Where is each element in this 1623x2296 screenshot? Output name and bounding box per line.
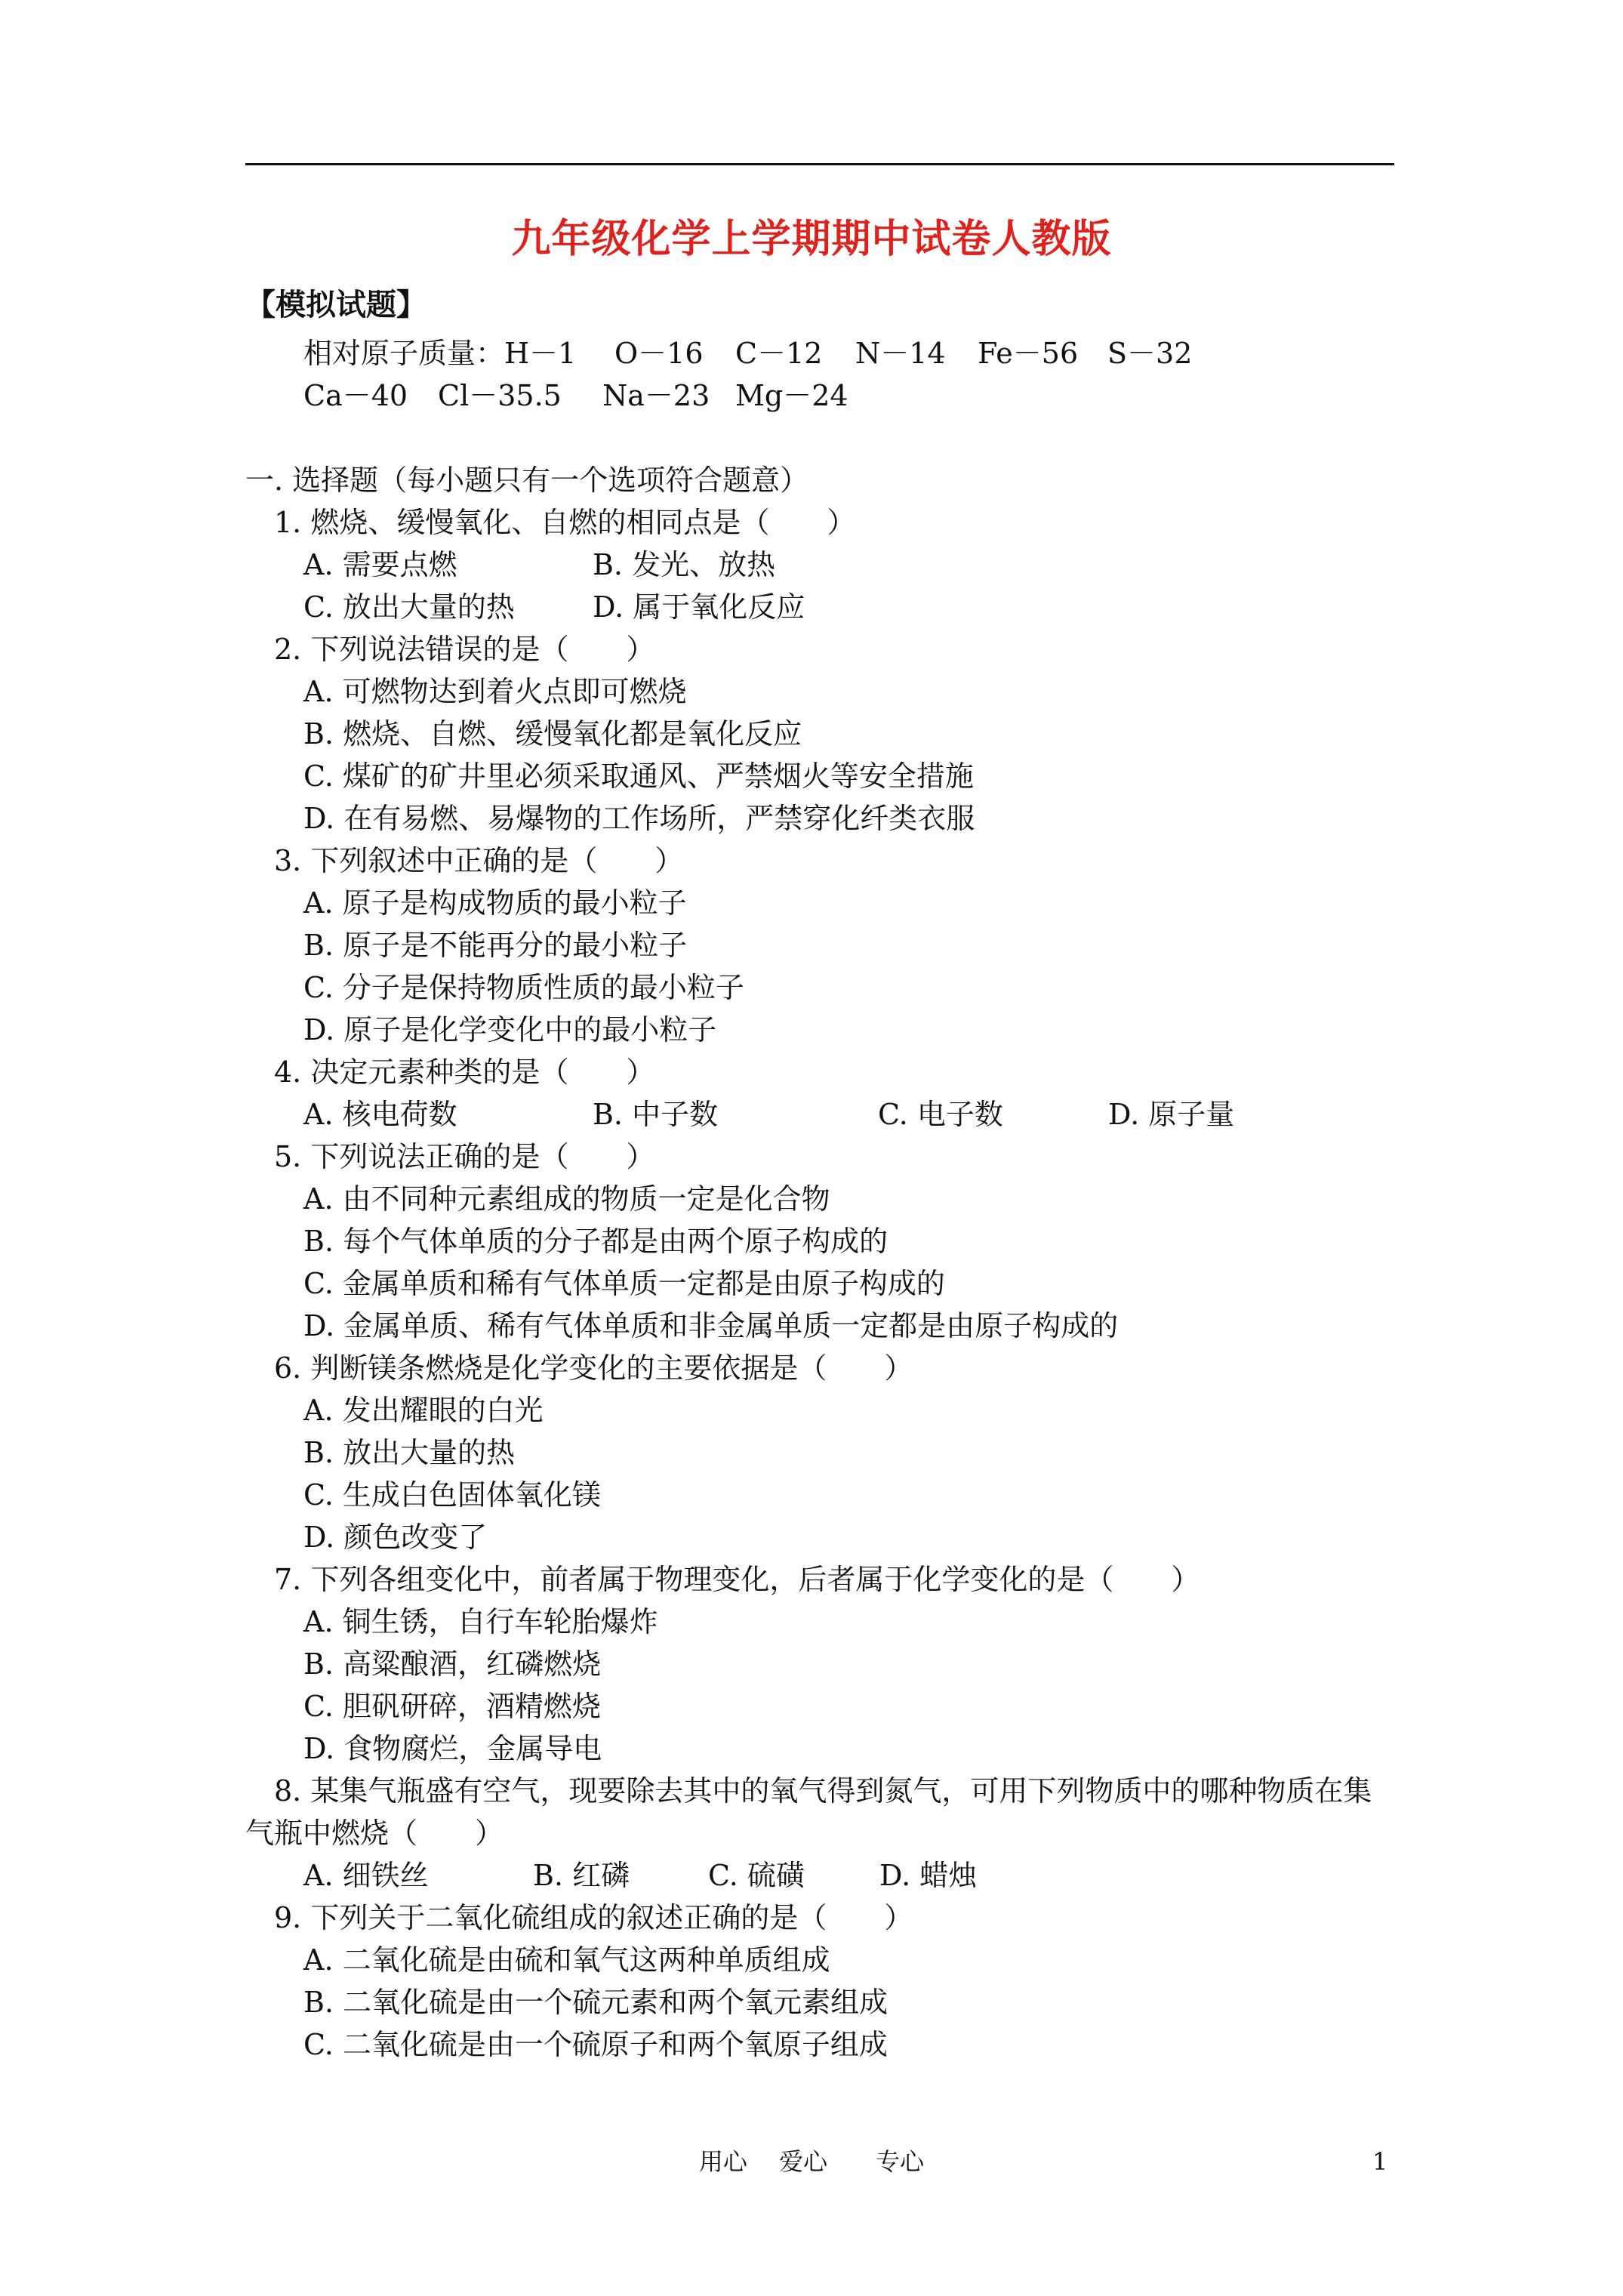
option: B. 原子是不能再分的最小粒子 bbox=[303, 929, 688, 962]
option: C. 放出大量的热 bbox=[303, 590, 515, 624]
option: B. 高粱酿酒，红磷燃烧 bbox=[303, 1647, 602, 1681]
option: B. 放出大量的热 bbox=[303, 1436, 516, 1469]
option: C. 二氧化硫是由一个硫原子和两个氧原子组成 bbox=[303, 2028, 888, 2061]
option: D. 原子量 bbox=[1108, 1098, 1235, 1131]
option: B. 红磷 bbox=[533, 1859, 630, 1892]
atomic-mass-row-1 bbox=[0, 332, 1623, 374]
option: D. 金属单质、稀有气体单质和非金属单质一定都是由原子构成的 bbox=[303, 1309, 1119, 1342]
option: B. 每个气体单质的分子都是由两个原子构成的 bbox=[303, 1225, 888, 1258]
option: D. 食物腐烂，金属导电 bbox=[303, 1732, 602, 1765]
atomic-mass-item: C－12 bbox=[735, 337, 823, 370]
section-label: 【模拟试题】 bbox=[245, 287, 427, 322]
option: B. 燃烧、自燃、缓慢氧化都是氧化反应 bbox=[303, 717, 802, 750]
question-stem-continued: 气瓶中燃烧（ ） bbox=[245, 1817, 504, 1850]
option: D. 蜡烛 bbox=[879, 1859, 978, 1892]
question-stem: 8. 某集气瓶盛有空气，现要除去其中的氧气得到氮气，可用下列物质中的哪种物质在集 bbox=[274, 1774, 1372, 1808]
option-row bbox=[0, 586, 1623, 628]
option: C. 分子是保持物质性质的最小粒子 bbox=[303, 971, 744, 1004]
atomic-mass-item: O－16 bbox=[614, 337, 704, 370]
atomic-mass-item: S－32 bbox=[1107, 337, 1193, 370]
option: A. 发出耀眼的白光 bbox=[303, 1394, 544, 1427]
option: A. 核电荷数 bbox=[303, 1098, 457, 1131]
page-number: 1 bbox=[1372, 2147, 1388, 2176]
header-rule bbox=[245, 163, 1394, 165]
option: D. 颜色改变了 bbox=[303, 1521, 488, 1554]
question-stem: 1. 燃烧、缓慢氧化、自燃的相同点是（ ） bbox=[274, 506, 856, 539]
atomic-mass-label: 相对原子质量： bbox=[303, 337, 505, 370]
question-stem: 6. 判断镁条燃烧是化学变化的主要依据是（ ） bbox=[274, 1351, 913, 1385]
option: D. 在有易燃、易爆物的工作场所，严禁穿化纤类衣服 bbox=[303, 802, 975, 835]
question-stem: 5. 下列说法正确的是（ ） bbox=[274, 1140, 655, 1173]
option: A. 需要点燃 bbox=[303, 548, 457, 581]
atomic-mass-item: H－1 bbox=[504, 337, 577, 370]
atomic-mass-item: Fe－56 bbox=[978, 337, 1079, 370]
option: C. 生成白色固体氧化镁 bbox=[303, 1478, 601, 1512]
atomic-mass-item: Mg－24 bbox=[735, 379, 848, 412]
option: A. 可燃物达到着火点即可燃烧 bbox=[303, 675, 687, 708]
option: A. 二氧化硫是由硫和氧气这两种单质组成 bbox=[303, 1943, 830, 1977]
option: D. 原子是化学变化中的最小粒子 bbox=[303, 1013, 717, 1046]
option: C. 硫磺 bbox=[708, 1859, 805, 1892]
option: C. 胆矾研碎，酒精燃烧 bbox=[303, 1690, 601, 1723]
option: A. 细铁丝 bbox=[303, 1859, 429, 1892]
question-stem: 4. 决定元素种类的是（ ） bbox=[274, 1056, 655, 1089]
option: A. 原子是构成物质的最小粒子 bbox=[303, 886, 687, 920]
option: A. 铜生锈，自行车轮胎爆炸 bbox=[303, 1605, 658, 1638]
question-stem: 7. 下列各组变化中，前者属于物理变化，后者属于化学变化的是（ ） bbox=[274, 1563, 1200, 1596]
atomic-mass-item: Na－23 bbox=[602, 379, 710, 412]
part-heading: 一. 选择题（每小题只有一个选项符合题意） bbox=[245, 464, 809, 497]
option: C. 金属单质和稀有气体单质一定都是由原子构成的 bbox=[303, 1267, 945, 1300]
page-footer: 用心 爱心 专心 bbox=[698, 2147, 925, 2176]
option-row bbox=[0, 544, 1623, 586]
atomic-mass-item: Cl－35.5 bbox=[438, 379, 562, 412]
question-stem: 2. 下列说法错误的是（ ） bbox=[274, 633, 655, 666]
atomic-mass-item: Ca－40 bbox=[303, 379, 408, 412]
option: B. 二氧化硫是由一个硫元素和两个氧元素组成 bbox=[303, 1986, 888, 2019]
option: D. 属于氧化反应 bbox=[593, 590, 805, 624]
option: B. 中子数 bbox=[593, 1098, 719, 1131]
option: A. 由不同种元素组成的物质一定是化合物 bbox=[303, 1182, 830, 1216]
atomic-mass-item: N－14 bbox=[855, 337, 946, 370]
option: C. 煤矿的矿井里必须采取通风、严禁烟火等安全措施 bbox=[303, 760, 974, 793]
option-row bbox=[0, 1093, 1623, 1136]
option: C. 电子数 bbox=[878, 1098, 1003, 1131]
option-row bbox=[0, 1854, 1623, 1897]
question-stem: 3. 下列叙述中正确的是（ ） bbox=[274, 844, 684, 877]
option: B. 发光、放热 bbox=[593, 548, 776, 581]
question-stem: 9. 下列关于二氧化硫组成的叙述正确的是（ ） bbox=[274, 1901, 913, 1934]
page-title: 九年级化学上学期期中试卷人教版 bbox=[511, 216, 1112, 262]
atomic-mass-row-2 bbox=[0, 374, 1623, 417]
